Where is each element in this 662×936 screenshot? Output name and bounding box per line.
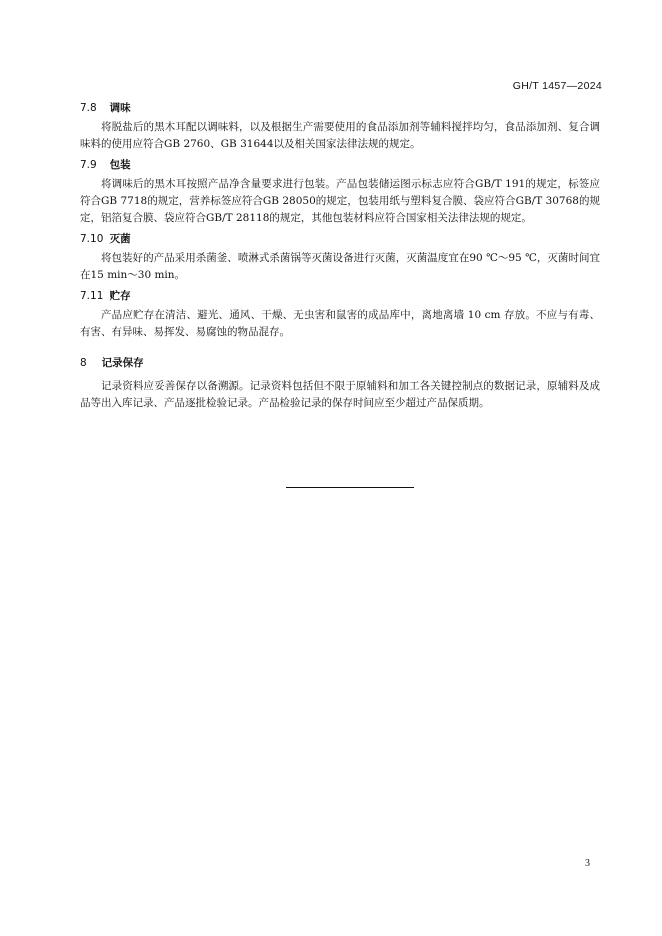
section-heading	[80, 231, 600, 247]
document-body	[80, 100, 600, 416]
document-code: GH/T 1457—2024	[512, 80, 602, 92]
chapter-title: 记录保存	[101, 357, 144, 369]
section-heading	[80, 100, 600, 116]
section-paragraph: 将调味后的黑木耳按照产品净含量要求进行包装。产品包装储运图示标志应符合GB/T 191的规定，标签应符合GB 7718的规定，营养标签应符合GB 28050的规定，包装用纸与塑料复合膜、袋应符合GB/T 30768的规定，铝箔复合膜、袋应符合GB/T 28118的规定，其他包装材料应符合国家相关法律法规的规定。	[80, 178, 600, 224]
section-8	[80, 355, 600, 412]
page-number: 3	[585, 858, 590, 869]
section-7-8	[80, 100, 600, 153]
section-heading	[80, 157, 600, 173]
section-paragraph: 将脱盐后的黑木耳配以调味料，以及根据生产需要使用的食品添加剂等辅料搅拌均匀，食品添加剂、复合调味料的使用应符合GB 2760、GB 31644以及相关国家法律法规的规定。	[80, 121, 600, 150]
section-paragraph: 产品应贮存在清洁、避光、通风、干燥、无虫害和鼠害的成品库中，离地离墙 10 cm 存放。不应与有毒、有害、有异味、易挥发、易腐蚀的物品混存。	[80, 309, 600, 338]
section-number: 7.10	[80, 233, 104, 245]
section-spacer	[80, 345, 600, 355]
section-7-11	[80, 288, 600, 341]
chapter-paragraph: 记录资料应妥善保存以备溯源。记录资料包括但不限于原辅料和加工各关键控制点的数据记录，原辅料及成品等出入库记录、产品逐批检验记录。产品检验记录的保存时间应至少超过产品保质期。	[80, 380, 600, 409]
section-paragraph: 将包装好的产品采用杀菌釜、喷淋式杀菌锅等灭菌设备进行灭菌，灭菌温度宜在90 ℃～95 ℃，灭菌时间宜在15 min～30 min。	[80, 252, 600, 281]
section-title: 灭菌	[109, 233, 131, 245]
section-number: 7.8	[80, 102, 97, 114]
chapter-heading	[80, 355, 600, 371]
section-7-10	[80, 231, 600, 284]
section-title: 调味	[109, 102, 131, 114]
chapter-number: 8	[80, 357, 87, 369]
section-title: 包装	[109, 159, 131, 171]
section-number: 7.11	[80, 290, 104, 302]
end-of-document-rule	[286, 487, 414, 488]
section-heading	[80, 288, 600, 304]
heading-spacer	[80, 371, 600, 375]
section-number: 7.9	[80, 159, 97, 171]
section-7-9	[80, 157, 600, 227]
section-title: 贮存	[109, 290, 131, 302]
